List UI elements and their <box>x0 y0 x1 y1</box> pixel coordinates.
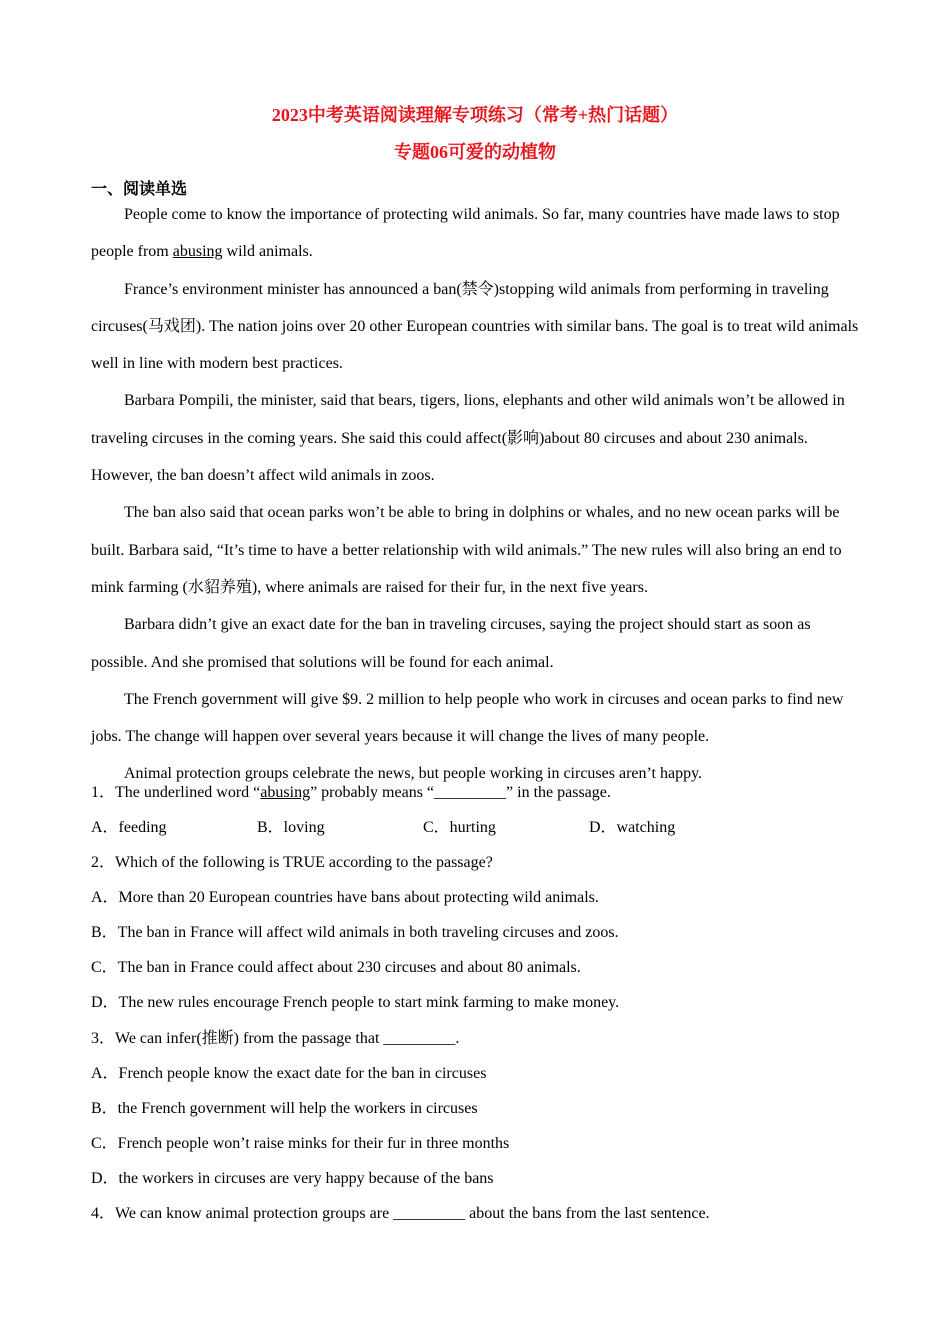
question-2-stem: 2．Which of the following is TRUE according to the passage? <box>91 854 493 871</box>
question-2-option-a: A．More than 20 European countries have bans about protecting wild animals. <box>91 889 599 906</box>
question-1-option-d: D．watching <box>589 819 676 836</box>
question-3-option-b: B．the French government will help the workers in circuses <box>91 1100 478 1117</box>
underlined-word: abusing <box>172 243 223 261</box>
reading-passage <box>91 196 859 793</box>
passage-paragraph-5: Barbara didn’t give an exact date for the ban in traveling circuses, saying the project should start as soon as possible. And she promised that solutions will be found for each animal. <box>91 616 811 671</box>
question-1-option-b: B．loving <box>257 819 325 836</box>
passage-paragraph-6: The French government will give $9. 2 million to help people who work in circuses and ocean parks to find new jobs. The change will happen over several years because it will change the lives of many people. <box>91 690 844 746</box>
passage-paragraph-3: Barbara Pompili, the minister, said that bears, tigers, lions, elephants and other wild animals won’t be allowed in traveling circuses in the coming years. She said this could affect(影响)about 80 circuses and about 230 animals. However, the ban doesn’t affect wild animals in zoos. <box>91 392 845 485</box>
question-3-option-d: D．the workers in circuses are very happy because of the bans <box>91 1170 494 1187</box>
passage-paragraph-2: France’s environment minister has announced a ban(禁令)stopping wild animals from performing in traveling circuses(马戏团). The nation joins over 20 other European countries with similar bans. The goal is to treat wild animals well in line with modern best practices. <box>91 280 859 373</box>
question-1-option-a: A．feeding <box>91 819 167 836</box>
question-3-option-a: A．French people know the exact date for the ban in circuses <box>91 1065 487 1082</box>
section-heading: 一、阅读单选 <box>91 181 188 198</box>
question-2-option-d: D．The new rules encourage French people to start mink farming to make money. <box>91 994 620 1011</box>
passage-paragraph-7: Animal protection groups celebrate the news, but people working in circuses aren’t happy. <box>124 765 703 783</box>
question-2-option-c: C．The ban in France could affect about 230 circuses and about 80 animals. <box>91 959 581 976</box>
document-subtitle: 专题06可爱的动植物 <box>394 142 556 162</box>
document-title: 2023中考英语阅读理解专项练习（常考+热门话题） <box>271 105 679 125</box>
question-2-option-b: B．The ban in France will affect wild animals in both traveling circuses and zoos. <box>91 924 619 941</box>
question-1-stem: 1．The underlined word “abusing” probably means “_________” in the passage. <box>91 784 611 801</box>
question-3-stem: 3．We can infer(推断) from the passage that _________. <box>91 1030 460 1047</box>
question-1-underlined-word: abusing <box>260 784 311 801</box>
passage-paragraph-1: People come to know the importance of protecting wild animals. So far, many countries have made laws to stop people from abusing wild animals. <box>91 206 840 261</box>
question-3-option-c: C．French people won’t raise minks for their fur in three months <box>91 1135 510 1152</box>
question-4-stem: 4．We can know animal protection groups are _________ about the bans from the last sentence. <box>91 1205 710 1222</box>
passage-paragraph-4: The ban also said that ocean parks won’t be able to bring in dolphins or whales, and no new ocean parks will be built. Barbara said, “It’s time to have a better relationship with wild animals.” The new rules will also bring an end to mink farming (水貂养殖), where animals are raised for their fur, in the next five years. <box>91 504 842 596</box>
question-1-option-c: C．hurting <box>423 819 496 836</box>
